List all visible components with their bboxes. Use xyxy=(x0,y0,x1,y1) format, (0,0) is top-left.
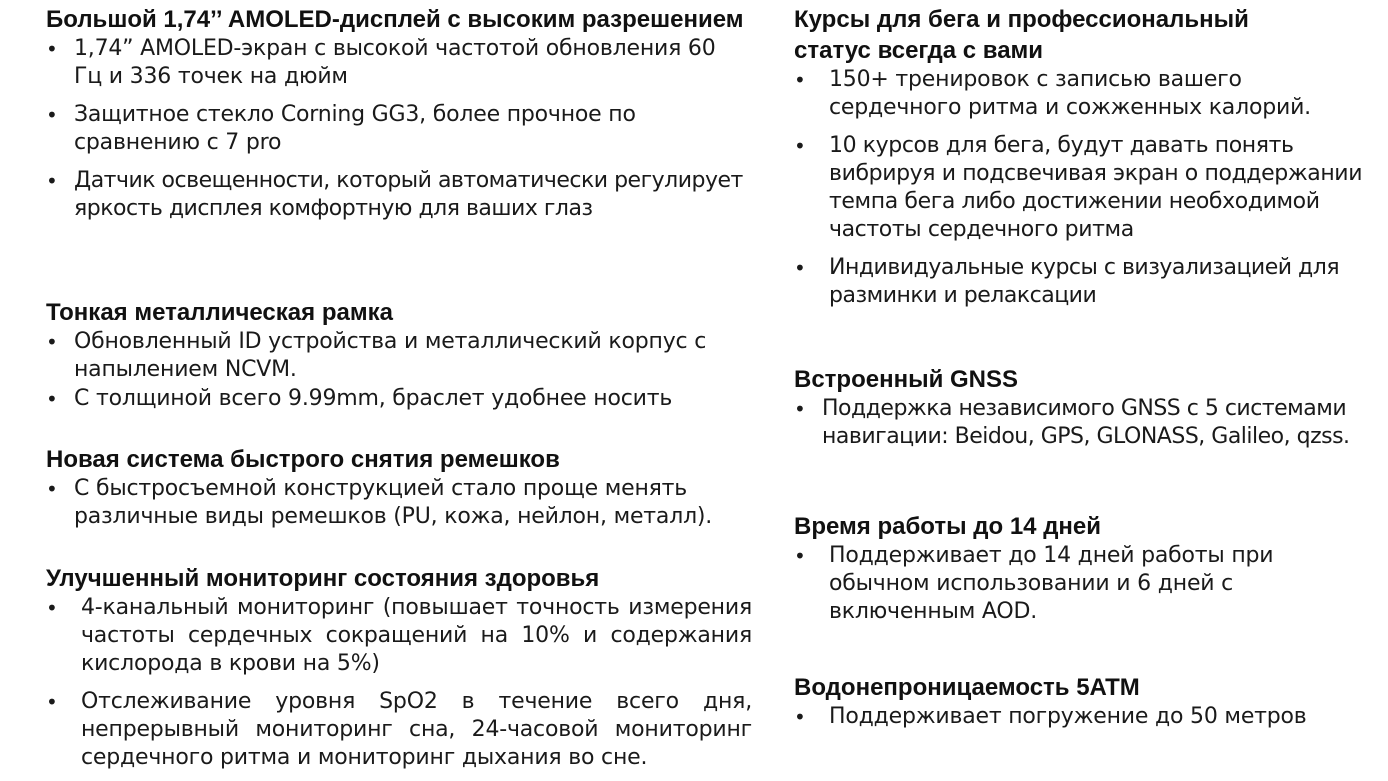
list-item: • Отслеживание уровня SpO2 в течение всего дня, непрерывный мониторинг сна, 24-часовой мониторинг сердечного ритма и мониторинг дыхания во сне. xyxy=(46,689,752,770)
section-gnss xyxy=(794,364,1374,451)
section-title-water: Водонепроницаемость 5ATM xyxy=(794,674,1140,701)
list-running xyxy=(794,66,1374,310)
bullet-icon: • xyxy=(46,330,58,354)
bullet-icon: • xyxy=(794,397,806,421)
bullet-icon: • xyxy=(794,134,806,158)
section-display xyxy=(46,4,752,223)
list-item: • Поддержка независимого GNSS с 5 системами навигации: Beidou, GPS, GLONASS, Galileo, qzss. xyxy=(794,396,1350,449)
list-item: • С толщиной всего 9.99mm, браслет удобнее носить xyxy=(46,386,673,411)
list-item: • Обновленный ID устройства и металлический корпус с напылением NCVM. xyxy=(46,329,707,382)
list-health xyxy=(46,594,752,772)
section-title-running: Курсы для бега и профессиональный статус всегда с вами xyxy=(794,6,1249,64)
bullet-icon: • xyxy=(794,68,806,92)
bullet-icon: • xyxy=(46,169,58,193)
bullet-icon: • xyxy=(794,544,806,568)
bullet-icon: • xyxy=(794,256,806,280)
section-straps xyxy=(46,444,752,531)
list-frame xyxy=(46,328,752,413)
list-item: • 10 курсов для бега, будут давать понять вибрируя и подсвечивая экран о поддержании темпа бега либо достижении необходимой частоты сердечного ритма xyxy=(794,133,1363,242)
section-battery xyxy=(794,511,1374,626)
bullet-icon: • xyxy=(46,387,58,411)
list-item: • 1,74” AMOLED-экран с высокой частотой обновления 60 Гц и 336 точек на дюйм xyxy=(46,36,716,89)
bullet-icon: • xyxy=(46,103,58,127)
section-frame xyxy=(46,297,752,413)
section-health xyxy=(46,563,752,772)
section-title-frame: Тонкая металлическая рамка xyxy=(46,299,393,326)
list-item: • Защитное стекло Corning GG3, более прочное по сравнению с 7 pro xyxy=(46,102,636,155)
bullet-icon: • xyxy=(794,705,806,729)
list-gnss xyxy=(794,395,1374,451)
list-straps xyxy=(46,475,752,531)
list-item: • Поддерживает погружение до 50 метров xyxy=(794,704,1307,729)
section-title-battery: Время работы до 14 дней xyxy=(794,513,1102,540)
list-water xyxy=(794,703,1374,731)
section-title-gnss: Встроенный GNSS xyxy=(794,366,1019,393)
list-item: • 4-канальный мониторинг (повышает точность измерения частоты сердечных сокращений на 10% и содержания кислорода в крови на 5%) xyxy=(46,595,752,676)
bullet-icon: • xyxy=(46,477,58,501)
section-title-health: Улучшенный мониторинг состояния здоровья xyxy=(46,565,600,592)
list-item: • Индивидуальные курсы с визуализацией для разминки и релаксации xyxy=(794,255,1340,308)
bullet-icon: • xyxy=(46,37,58,61)
section-water xyxy=(794,672,1374,731)
list-item: • С быстросъемной конструкцией стало проще менять различные виды ремешков (PU, кожа, нейлон, металл). xyxy=(46,476,713,529)
bullet-icon: • xyxy=(46,690,58,714)
list-display xyxy=(46,35,752,223)
bullet-icon: • xyxy=(46,596,58,620)
section-running xyxy=(794,4,1374,310)
section-title-straps: Новая система быстрого снятия ремешков xyxy=(46,446,560,473)
list-item: • 150+ тренировок с записью вашего сердечного ритма и сожженных калорий. xyxy=(794,67,1311,120)
list-battery xyxy=(794,542,1374,626)
section-title-display: Большой 1,74’’ AMOLED-дисплей с высоким разрешением xyxy=(46,6,744,33)
list-item: • Датчик освещенности, который автоматически регулирует яркость дисплея комфортную для ваших глаз xyxy=(46,168,743,221)
list-item: • Поддерживает до 14 дней работы при обычном использовании и 6 дней с включенным AOD. xyxy=(794,543,1274,624)
